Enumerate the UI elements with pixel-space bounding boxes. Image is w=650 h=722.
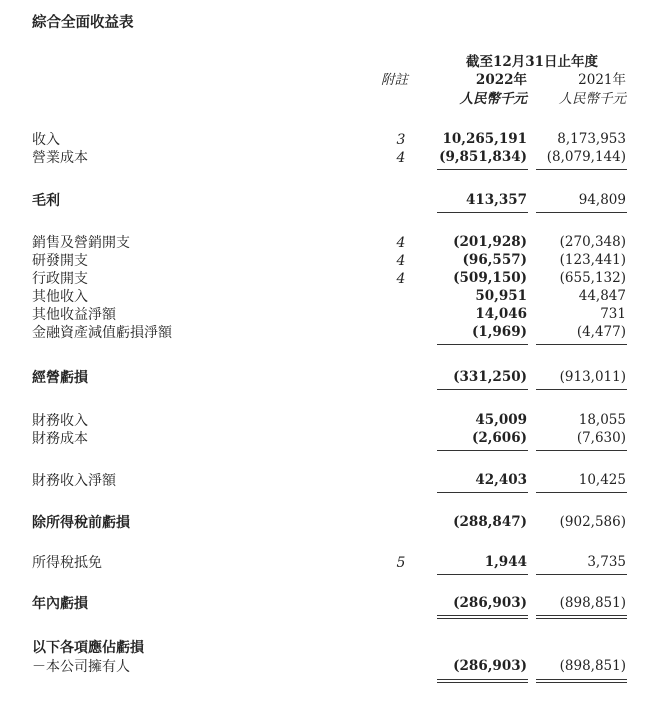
row-note: 4: [396, 253, 406, 269]
subtotal-rule: [437, 574, 528, 575]
row-current-value: 1,944: [484, 554, 527, 570]
row-note: 3: [396, 132, 406, 148]
total-double-rule: [536, 679, 627, 680]
row-label: 研發開支: [32, 253, 88, 269]
total-double-rule: [437, 618, 528, 619]
row-prior-value: (4,477): [576, 324, 626, 340]
row-current-value: (331,250): [453, 369, 527, 385]
row-current-value: (286,903): [453, 595, 527, 611]
total-double-rule: [437, 682, 528, 683]
subtotal-rule: [536, 450, 627, 451]
row-prior-value: 18,055: [578, 412, 626, 428]
row-current-value: (288,847): [453, 514, 527, 530]
row-note: 4: [396, 271, 406, 287]
period-header: 截至12月31日止年度: [465, 54, 599, 70]
row-label: 其他收入: [32, 289, 88, 305]
row-label: 毛利: [32, 193, 60, 209]
row-prior-value: (7,630): [576, 430, 626, 446]
row-current-value: 45,009: [475, 412, 527, 428]
row-current-value: (96,557): [462, 252, 527, 268]
subtotal-rule: [437, 389, 528, 390]
row-prior-value: (898,851): [559, 658, 626, 674]
statement-title: 綜合全面收益表: [32, 15, 134, 31]
subtotal-rule: [536, 574, 627, 575]
unit-prior-header: 人民幣千元: [558, 91, 626, 107]
subtotal-rule: [536, 169, 627, 170]
row-note: 4: [396, 150, 406, 166]
total-double-rule: [536, 615, 627, 616]
row-prior-value: (913,011): [559, 369, 626, 385]
row-label: 收入: [32, 132, 60, 148]
row-current-value: 50,951: [475, 288, 527, 304]
row-label: 所得稅抵免: [32, 555, 102, 571]
year-current-header: 2022年: [475, 72, 527, 88]
row-label: 行政開支: [32, 271, 88, 287]
subtotal-rule: [536, 212, 627, 213]
row-prior-value: 94,809: [578, 192, 626, 208]
row-prior-value: 10,425: [578, 472, 626, 488]
row-prior-value: (898,851): [559, 595, 626, 611]
total-double-rule: [536, 682, 627, 683]
subtotal-rule: [437, 169, 528, 170]
row-current-value: (2,606): [471, 430, 527, 446]
subtotal-rule: [536, 389, 627, 390]
year-prior-header: 2021年: [578, 72, 626, 88]
total-double-rule: [437, 615, 528, 616]
row-prior-value: 8,173,953: [557, 131, 626, 147]
row-label: 除所得稅前虧損: [32, 515, 130, 531]
row-current-value: (286,903): [453, 658, 527, 674]
row-label: 經營虧損: [32, 370, 88, 386]
row-label: 以下各項應佔虧損: [32, 640, 144, 656]
total-double-rule: [536, 618, 627, 619]
subtotal-rule: [437, 492, 528, 493]
row-prior-value: (902,586): [559, 514, 626, 530]
subtotal-rule: [437, 344, 528, 345]
row-label: 年內虧損: [32, 596, 88, 612]
row-label: 金融資產減值虧損淨額: [32, 325, 172, 341]
row-label: －本公司擁有人: [32, 659, 130, 675]
row-current-value: 413,357: [465, 192, 527, 208]
row-current-value: (509,150): [453, 270, 527, 286]
row-note: 5: [396, 555, 406, 571]
row-prior-value: (123,441): [559, 252, 626, 268]
row-prior-value: 3,735: [587, 554, 626, 570]
row-label: 銷售及營銷開支: [32, 235, 130, 251]
row-prior-value: (8,079,144): [546, 149, 626, 165]
total-double-rule: [437, 679, 528, 680]
row-current-value: 42,403: [475, 472, 527, 488]
row-prior-value: 731: [600, 306, 626, 322]
row-current-value: (1,969): [471, 324, 527, 340]
subtotal-rule: [536, 344, 627, 345]
row-label: 其他收益淨額: [32, 307, 116, 323]
row-prior-value: (655,132): [559, 270, 626, 286]
row-current-value: (9,851,834): [439, 149, 527, 165]
subtotal-rule: [536, 492, 627, 493]
note-column-header: 附註: [381, 72, 408, 88]
row-prior-value: 44,847: [578, 288, 626, 304]
row-label: 財務收入: [32, 413, 88, 429]
row-current-value: 14,046: [475, 306, 527, 322]
unit-current-header: 人民幣千元: [459, 91, 527, 107]
row-note: 4: [396, 235, 406, 251]
row-label: 財務成本: [32, 431, 88, 447]
row-prior-value: (270,348): [559, 234, 626, 250]
subtotal-rule: [437, 212, 528, 213]
row-label: 營業成本: [32, 150, 88, 166]
row-label: 財務收入淨額: [32, 473, 116, 489]
row-current-value: 10,265,191: [442, 131, 527, 147]
subtotal-rule: [437, 450, 528, 451]
row-current-value: (201,928): [453, 234, 527, 250]
